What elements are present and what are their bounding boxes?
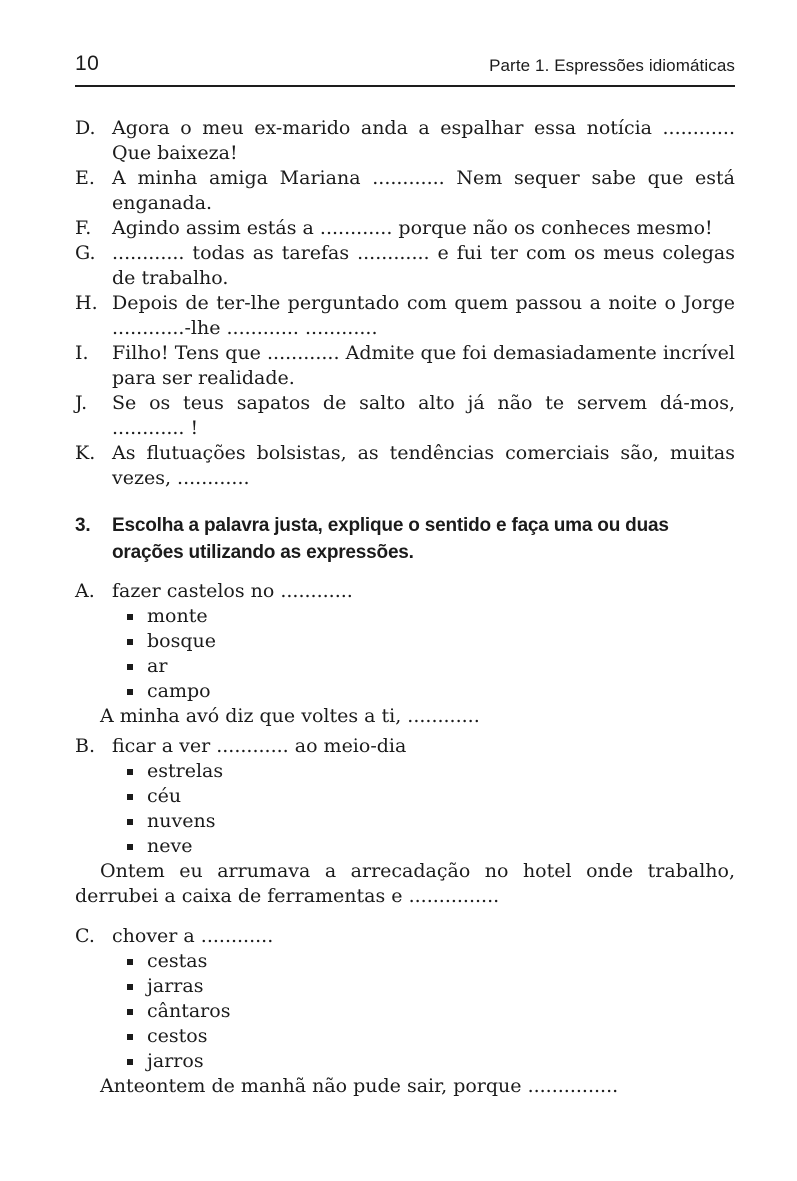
option-text: campo (147, 680, 211, 702)
option-text: estrelas (147, 760, 224, 782)
list-item-f (75, 216, 735, 241)
item-text: As flutuações bolsistas, as tendências comerciais são, muitas vezes, ............ (112, 442, 735, 489)
bullet-square-icon (127, 769, 133, 775)
option-item (127, 999, 735, 1024)
item-text: ............ todas as tarefas ............ e fui ter com os meus colegas de trabalho. (112, 242, 735, 289)
item-letter: J. (75, 392, 88, 414)
exercise-3-item-b (75, 734, 735, 909)
bullet-square-icon (127, 819, 133, 825)
item-text: Se os teus sapatos de salto alto já não te servem dá-mos, ............ ! (112, 392, 735, 439)
item-letter: C. (75, 925, 95, 947)
option-text: jarras (147, 975, 204, 997)
phrase-text: chover a ............ (112, 925, 274, 947)
item-letter: A. (75, 580, 95, 602)
exercise-3-item-c (75, 924, 735, 1099)
option-text: bosque (147, 630, 216, 652)
page-header (75, 52, 735, 76)
list-item-k (75, 441, 735, 491)
item-text: Agora o meu ex-marido anda a espalhar essa notícia ............ Que baixeza! (112, 117, 735, 164)
option-item (127, 809, 735, 834)
item-letter: B. (75, 735, 96, 757)
option-item (127, 604, 735, 629)
bullet-square-icon (127, 1009, 133, 1015)
list-item-i (75, 341, 735, 391)
option-text: monte (147, 605, 208, 627)
list-item-d (75, 116, 735, 166)
bullet-square-icon (127, 844, 133, 850)
bullet-square-icon (127, 639, 133, 645)
options-list (75, 604, 735, 704)
option-item (127, 759, 735, 784)
option-item (127, 679, 735, 704)
option-item (127, 1024, 735, 1049)
bullet-square-icon (127, 984, 133, 990)
option-item (127, 654, 735, 679)
option-text: cestos (147, 1025, 208, 1047)
phrase-text: ficar a ver ............ ao meio-dia (112, 735, 407, 757)
option-text: jarros (147, 1050, 204, 1072)
item-letter: D. (75, 117, 96, 139)
option-text: cântaros (147, 1000, 231, 1022)
list-item-e (75, 166, 735, 216)
option-text: neve (147, 835, 193, 857)
item-text: Depois de ter-lhe perguntado com quem passou a noite o Jorge ............-lhe ............ ............ (112, 292, 735, 339)
option-text: nuvens (147, 810, 216, 832)
item-letter: F. (75, 217, 92, 239)
list-item-j (75, 391, 735, 441)
option-item (127, 1049, 735, 1074)
phrase-line (75, 579, 735, 604)
option-item (127, 629, 735, 654)
options-list (75, 949, 735, 1074)
running-title: Parte 1. Espressões idiomáticas (489, 56, 735, 75)
item-text: Filho! Tens que ............ Admite que foi demasiadamente incrível para ser realidade. (112, 342, 735, 389)
exercise-3 (75, 512, 735, 1099)
bullet-square-icon (127, 1059, 133, 1065)
list-item-h (75, 291, 735, 341)
exercise-3-heading (75, 512, 735, 566)
option-text: céu (147, 785, 182, 807)
part1-fill-in-list (75, 116, 735, 491)
header-rule (75, 85, 735, 87)
option-item (127, 974, 735, 999)
phrase-line (75, 924, 735, 949)
item-letter: G. (75, 242, 96, 264)
item-text: Agindo assim estás a ............ porque não os conheces mesmo! (112, 217, 713, 239)
bullet-square-icon (127, 689, 133, 695)
option-item (127, 949, 735, 974)
page-number: 10 (75, 52, 100, 75)
exercise-3-item-a (75, 579, 735, 729)
item-letter: K. (75, 442, 96, 464)
page-content (75, 116, 735, 1099)
exercise-title: Escolha a palavra justa, explique o sentido e faça uma ou duas orações utilizando as expressões. (112, 515, 669, 563)
item-text: A minha amiga Mariana ............ Nem sequer sabe que está enganada. (112, 167, 735, 214)
option-item (127, 834, 735, 859)
item-letter: E. (75, 167, 95, 189)
item-letter: H. (75, 292, 98, 314)
item-letter: I. (75, 342, 89, 364)
bullet-square-icon (127, 1034, 133, 1040)
option-text: ar (147, 655, 168, 677)
list-item-g (75, 241, 735, 291)
bullet-square-icon (127, 959, 133, 965)
phrase-line (75, 734, 735, 759)
example-sentence: A minha avó diz que voltes a ti, ............ (100, 705, 480, 727)
bullet-square-icon (127, 664, 133, 670)
bullet-square-icon (127, 614, 133, 620)
example-sentence: Anteontem de manhã não pude sair, porque ............... (100, 1075, 619, 1097)
exercise-number: 3. (75, 515, 91, 536)
option-text: cestas (147, 950, 208, 972)
option-item (127, 784, 735, 809)
bullet-square-icon (127, 794, 133, 800)
options-list (75, 759, 735, 859)
example-sentence: Ontem eu arrumava a arrecadação no hotel onde trabalho, derrubei a caixa de ferramentas e ............... (75, 860, 735, 907)
phrase-text: fazer castelos no ............ (112, 580, 353, 602)
